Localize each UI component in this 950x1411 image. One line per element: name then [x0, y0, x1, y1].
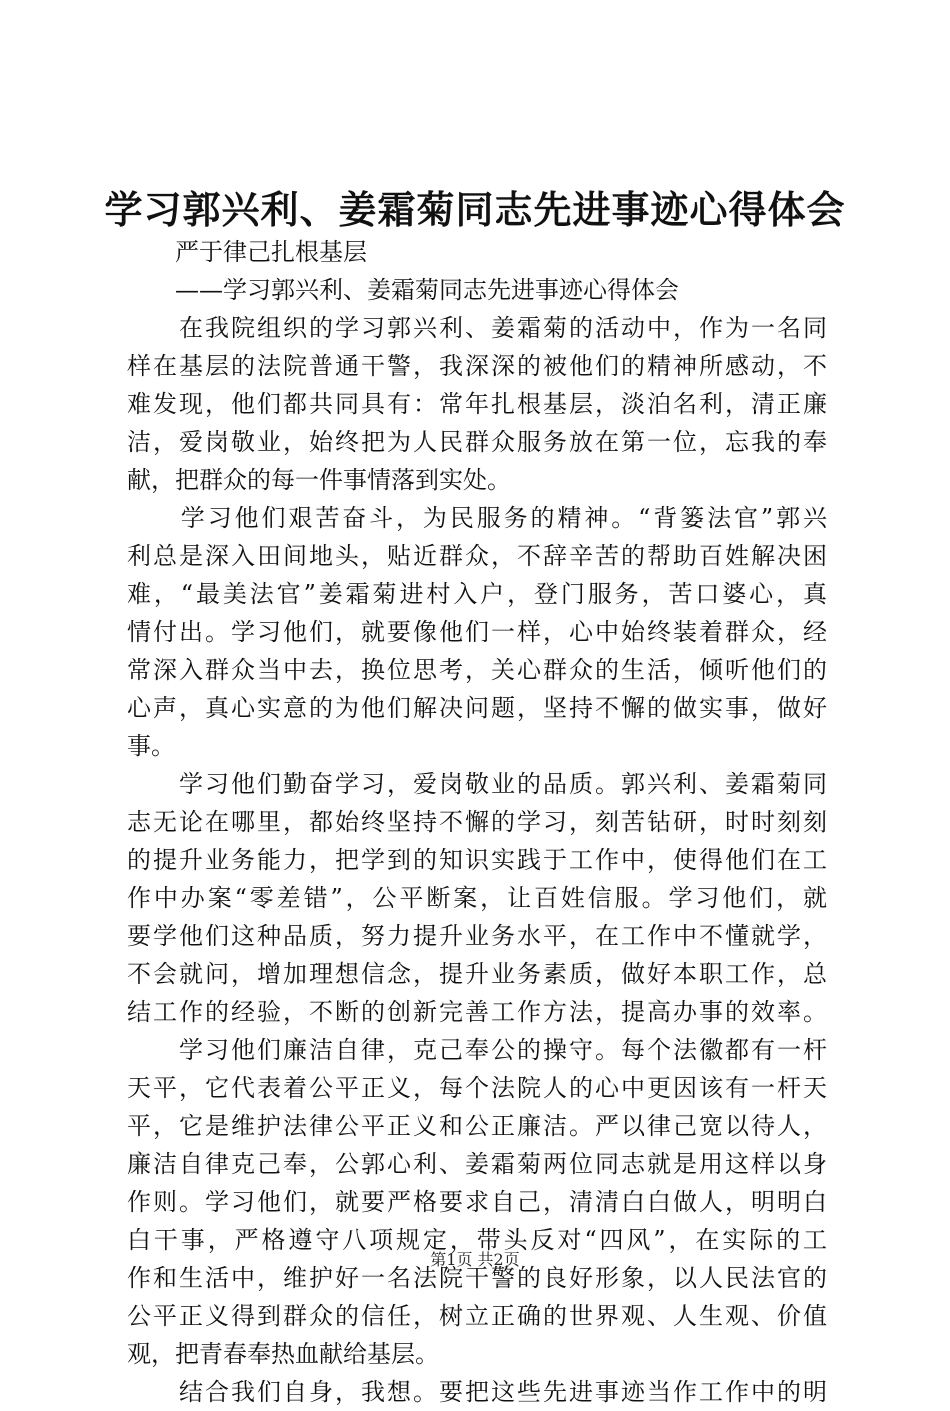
text-line: 样在基层的法院普通干警，我深深的被他们的精神所感动，不 [127, 352, 827, 380]
page-footer: 第1页 共2页 [430, 1250, 520, 1269]
text-line: 学习他们艰苦奋斗，为民服务的精神。“背篓法官”郭兴 [127, 504, 827, 532]
text-line: 白干事，严格遵守八项规定，带头反对“四风”，在实际的工 [127, 1226, 827, 1254]
text-line: 公平正义得到群众的信任，树立正确的世界观、人生观、价值 [127, 1302, 827, 1330]
text-line: 在我院组织的学习郭兴利、姜霜菊的活动中，作为一名同 [127, 314, 827, 342]
text-line: 志无论在哪里，都始终坚持不懈的学习，刻苦钻研，时时刻刻 [127, 808, 827, 836]
text-line: 心声，真心实意的为他们解决问题，坚持不懈的做实事，做好 [127, 694, 827, 722]
text-line: ——学习郭兴利、姜霜菊同志先进事迹心得体会 [127, 276, 679, 304]
text-line: 难，“最美法官”姜霜菊进村入户，登门服务，苦口婆心，真 [127, 580, 827, 608]
text-line: 要学他们这种品质，努力提升业务水平，在工作中不懂就学， [127, 922, 827, 950]
text-line: 天平，它代表着公平正义，每个法院人的心中更因该有一杆天 [127, 1074, 827, 1102]
text-line: 结合我们自身，我想。要把这些先进事迹当作工作中的明 [127, 1378, 827, 1406]
text-line: 结工作的经验，不断的创新完善工作方法，提高办事的效率。 [127, 998, 827, 1026]
text-line: 观，把青春奉热血献给基层。 [127, 1340, 439, 1368]
text-line: 廉洁自律克己奉，公郭心利、姜霜菊两位同志就是用这样以身 [127, 1150, 827, 1178]
text-line: 平，它是维护法律公平正义和公正廉洁。严以律己宽以待人， [127, 1112, 827, 1140]
text-line: 洁，爱岗敬业，始终把为人民群众服务放在第一位，忘我的奉 [127, 428, 827, 456]
text-line: 作中办案“零差错”，公平断案，让百姓信服。学习他们，就 [127, 884, 827, 912]
text-line: 情付出。学习他们，就要像他们一样，心中始终装着群众，经 [127, 618, 827, 646]
text-line: 事。 [127, 732, 175, 760]
text-line: 利总是深入田间地头，贴近群众，不辞辛苦的帮助百姓解决困 [127, 542, 827, 570]
text-line: 不会就问，增加理想信念，提升业务素质，做好本职工作，总 [127, 960, 827, 988]
text-line: 的提升业务能力，把学到的知识实践于工作中，使得他们在工 [127, 846, 827, 874]
text-line: 作和生活中，维护好一名法院干警的良好形象，以人民法官的 [127, 1264, 827, 1292]
text-line: 常深入群众当中去，换位思考，关心群众的生活，倾听他们的 [127, 656, 827, 684]
text-line: 严于律己扎根基层 [127, 238, 367, 266]
text-line: 作则。学习他们，就要严格要求自己，清清白白做人，明明白 [127, 1188, 827, 1216]
text-line: 难发现，他们都共同具有：常年扎根基层，淡泊名利，清正廉 [127, 390, 827, 418]
text-line: 学习他们勤奋学习，爱岗敬业的品质。郭兴利、姜霜菊同 [127, 770, 827, 798]
document-body [127, 233, 827, 1411]
document-title: 学习郭兴利、姜霜菊同志先进事迹心得体会 [104, 188, 846, 232]
text-line: 学习他们廉洁自律，克己奉公的操守。每个法徽都有一杆 [127, 1036, 827, 1064]
text-line: 献，把群众的每一件事情落到实处。 [127, 466, 511, 494]
